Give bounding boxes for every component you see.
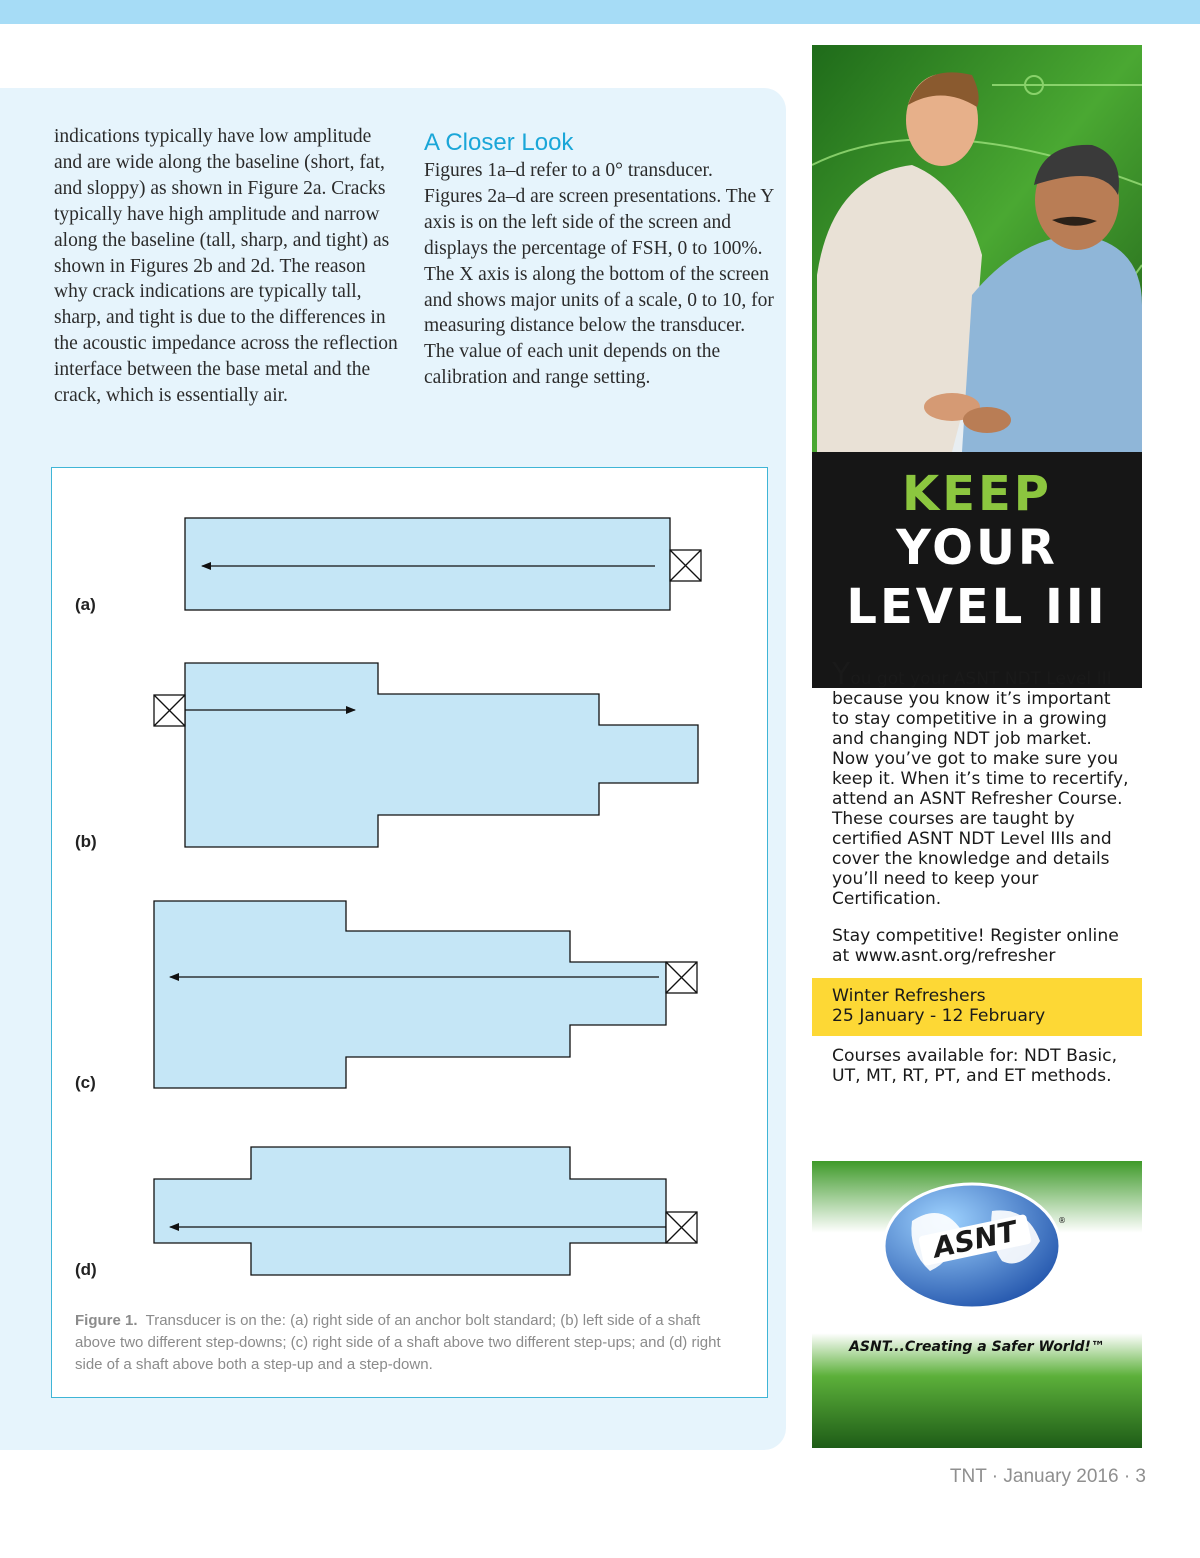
asnt-advertisement[interactable]	[812, 45, 1142, 1448]
figure-caption	[75, 1310, 740, 1376]
ad-register-link[interactable]: Stay competitive! Register online at www.asnt.org/refresher	[832, 926, 1119, 966]
ad-headline-your: YOUR	[896, 520, 1058, 576]
ad-photo	[812, 45, 1142, 452]
ad-body-text	[832, 657, 1132, 909]
ad-headline-block	[812, 452, 1142, 688]
ad-courses-text: Courses available for: NDT Basic, UT, MT, RT, PT, and ET methods.	[832, 1046, 1118, 1086]
registered-mark: ®	[1058, 1216, 1066, 1225]
ad-body-rest: ou got your ASNT NDT Level III because you know it’s important to stay competitive in a growing and changing NDT job market. Now you’ve got to make sure you keep it. When it’s time to recertify, attend an ASNT Refresher Course. These courses are taught by certified ASNT NDT Level IIIs and cover the knowledge and details you’ll need to keep your Certification.	[832, 669, 1129, 909]
right-column-text: Figures 1a–d refer to a 0° transducer. Figures 2a–d are screen presentations. The Y axis is on the left side of the screen and displays the percentage of FSH, 0 to 100%. The X axis is along the bottom of the screen and shows major units of a scale, 0 to 10, for measuring distance below the transducer. The value of each unit depends on the calibration and range setting.	[424, 160, 774, 389]
ad-headline-level: LEVEL III	[846, 579, 1108, 635]
transducer-c	[666, 962, 697, 993]
transducer-a	[670, 550, 701, 581]
figure-diagram	[52, 468, 769, 1399]
figure-1	[51, 467, 768, 1398]
ad-logo-area	[812, 1161, 1142, 1448]
ad-winter-dates	[832, 986, 1132, 1026]
ad-headline-keep: KEEP	[902, 466, 1052, 522]
section-heading: A Closer Look	[424, 129, 574, 156]
panel-label-b: (b)	[75, 832, 97, 851]
panel-label-a: (a)	[75, 595, 96, 614]
page-footer: TNT · January 2016 · 3	[949, 1466, 1146, 1487]
ad-drop-cap: Y	[832, 657, 851, 692]
ad-slogan: ASNT...Creating a Safer World!™	[849, 1339, 1105, 1355]
shape-d	[154, 1147, 666, 1275]
left-column-text: indications typically have low amplitude and are wide along the baseline (short, fat, and sloppy) as shown in Figure 2a. Cracks typically have high amplitude and narrow along the baseline (tall, sharp, and tight) as shown in Figures 2b and 2d. The reason why crack indications are typically tall, sharp, and tight is due to the differences in the acoustic impedance across the reflection interface between the base metal and the crack, which is essentially air.	[54, 126, 398, 407]
ad-winter-title: Winter Refreshers	[832, 986, 986, 1006]
top-color-band	[0, 0, 1200, 24]
asnt-logo-text: ASNT	[930, 1214, 1020, 1265]
panel-label-c: (c)	[75, 1073, 96, 1092]
transducer-d	[666, 1212, 697, 1243]
figure-caption-text: Transducer is on the: (a) right side of an anchor bolt standard; (b) left side of a shaft above two different step-downs; (c) right side of a shaft above two different step-ups; and (d) right side of a shaft above both a step-up and a step-down.	[75, 1312, 721, 1373]
figure-caption-label: Figure 1.	[75, 1312, 138, 1329]
shape-a	[185, 518, 670, 610]
shape-b	[185, 663, 698, 847]
shape-c	[154, 901, 666, 1088]
panel-label-d: (d)	[75, 1260, 97, 1279]
ad-winter-range: 25 January - 12 February	[832, 1006, 1046, 1026]
transducer-b	[154, 695, 185, 726]
